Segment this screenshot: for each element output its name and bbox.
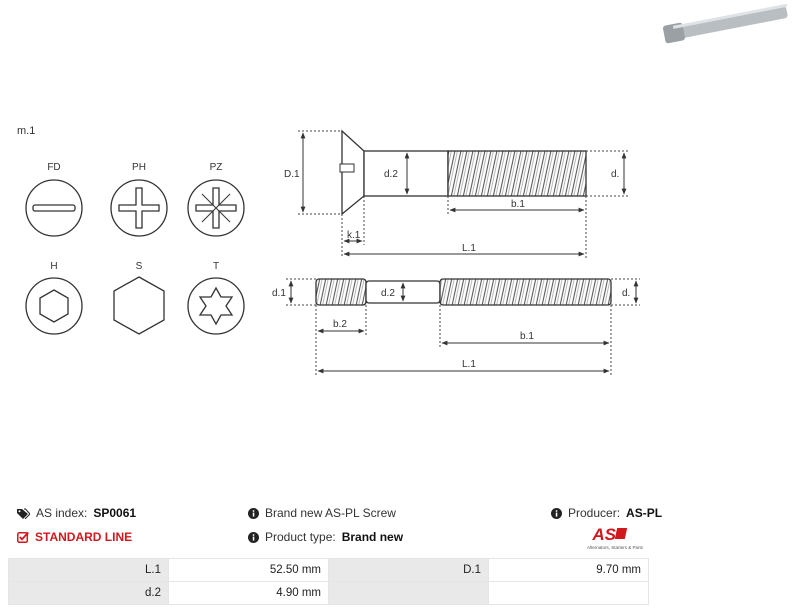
as-index-value: SP0061 <box>93 506 137 520</box>
description-text: Brand new AS-PL Screw <box>265 506 396 520</box>
phillips-head-icon <box>111 180 167 236</box>
spec-label: L.1 <box>9 559 169 582</box>
logo-mark: AS <box>592 525 616 544</box>
spec-value <box>489 582 649 605</box>
dim-label-d1: d.1 <box>272 288 286 299</box>
info-icon <box>248 532 259 543</box>
spec-label: d.2 <box>9 582 169 605</box>
dim-label-d2-stud: d.2 <box>381 288 395 299</box>
producer-label: Producer: <box>568 506 621 520</box>
dim-label-k1: k.1 <box>347 230 361 241</box>
as-pl-logo <box>580 524 650 554</box>
dim-label-b1: b.1 <box>511 199 525 210</box>
product-type-row <box>248 530 403 544</box>
description-row <box>248 506 396 520</box>
head-caption: m.1 <box>17 125 36 137</box>
countersunk-screw-drawing <box>284 131 628 258</box>
check-square-icon <box>17 531 29 543</box>
head-label-h: H <box>50 261 58 272</box>
head-label-ph: PH <box>132 162 146 173</box>
tags-icon <box>17 508 30 519</box>
spec-value: 4.90 mm <box>169 582 329 605</box>
spec-label: D.1 <box>329 559 489 582</box>
standard-line-row <box>17 530 132 544</box>
hexagon-head-icon <box>114 277 164 334</box>
producer-row <box>551 506 662 520</box>
logo-tagline: Alternators, Starters & Parts <box>586 545 644 550</box>
standard-line-label: STANDARD LINE <box>35 530 133 544</box>
specs-table <box>8 558 649 605</box>
spec-value: 52.50 mm <box>169 559 329 582</box>
head-label-s: S <box>135 261 143 272</box>
spec-value: 9.70 mm <box>489 559 649 582</box>
as-index-label: AS index: <box>36 506 88 520</box>
table-row <box>9 582 649 605</box>
product-photo <box>662 4 788 44</box>
producer-value: AS-PL <box>626 506 663 520</box>
head-label-t: T <box>212 261 220 272</box>
slotted-head-icon <box>26 180 82 236</box>
as-index-row <box>17 506 136 520</box>
head-label-fd: FD <box>47 162 61 173</box>
dim-label-L1-stud: L.1 <box>462 359 476 370</box>
table-row <box>9 559 649 582</box>
product-type-label: Product type: <box>265 530 336 544</box>
dim-label-d2: d.2 <box>384 169 398 180</box>
head-label-pz: PZ <box>209 162 223 173</box>
hex-socket-head-icon <box>26 278 82 334</box>
torx-head-icon <box>188 278 244 334</box>
info-icon <box>248 508 259 519</box>
dim-label-b1-stud: b.1 <box>520 331 534 342</box>
info-icon <box>551 508 562 519</box>
spec-label <box>329 582 489 605</box>
stud-screw-drawing <box>272 279 640 375</box>
dim-label-d-stud: d. <box>622 288 631 299</box>
product-type-value: Brand new <box>341 530 404 544</box>
pozidriv-head-icon <box>188 180 244 236</box>
dim-label-D1: D.1 <box>284 169 300 180</box>
dim-label-L1-top: L.1 <box>462 243 476 254</box>
product-info <box>0 500 800 550</box>
dim-label-d: d. <box>611 169 620 180</box>
dim-label-b2: b.2 <box>333 319 347 330</box>
